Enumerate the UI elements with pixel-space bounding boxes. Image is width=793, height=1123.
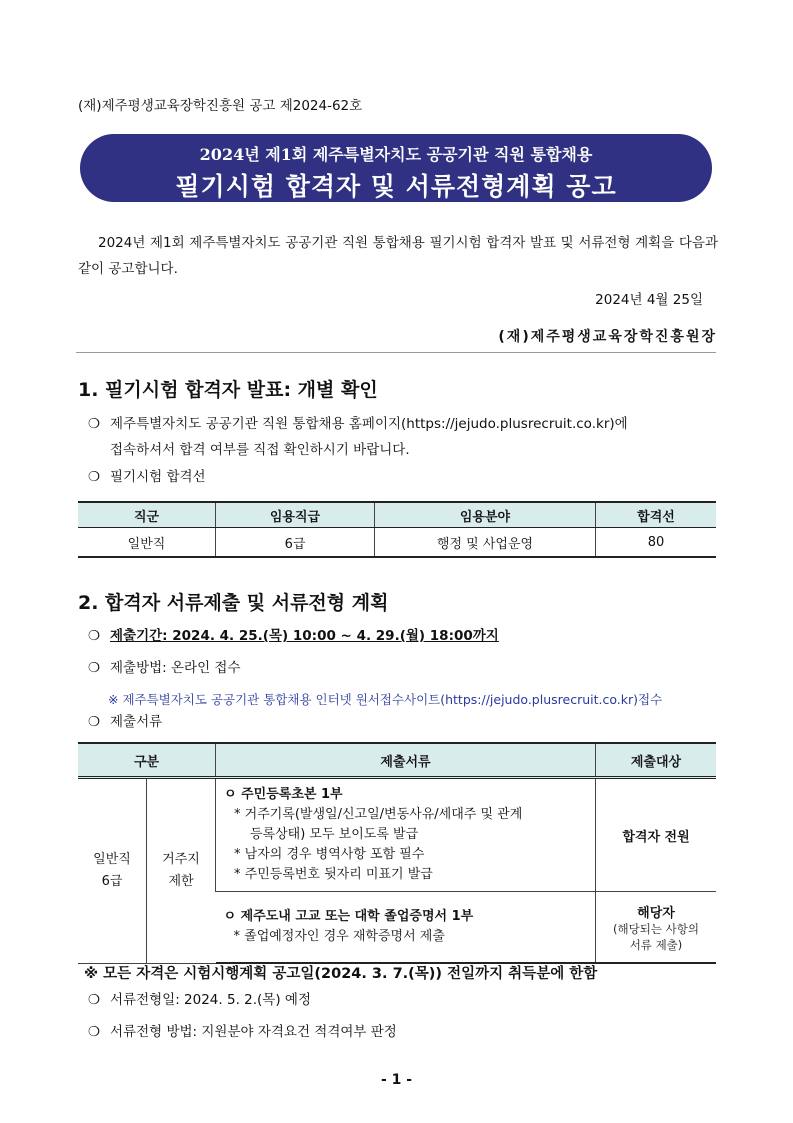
doc1-item1a: * 거주기록(발생일/신고일/변동사유/세대주 및 관계: [234, 807, 523, 822]
announcement-date: 2024년 4월 25일: [595, 292, 703, 308]
period-text: 제출기간: 2024. 4. 25.(목) 10:00 ~ 4. 29.(월) 18:00까지: [110, 628, 499, 644]
section1-bullet2: [88, 464, 206, 490]
col-header: 합격선: [596, 502, 717, 528]
documents-label: [88, 709, 162, 735]
col-header: 제출대상: [596, 743, 717, 778]
table-row: [78, 778, 716, 892]
doc1-title: ㅇ 주민등록초본 1부: [224, 787, 343, 802]
table-row: [78, 528, 716, 558]
grade-line1: 일반직: [93, 851, 131, 867]
banner-title: 필기시험 합격자 및 서류전형계획 공고: [175, 172, 617, 201]
review-date: [88, 987, 311, 1013]
cell-grade: [78, 778, 147, 964]
pass-score-table: [78, 501, 716, 558]
review-method-text: 서류전형 방법: 지원분야 자격요건 적격여부 판정: [110, 1024, 397, 1040]
intro-paragraph: [78, 230, 718, 282]
target2-note-line2: 서류 제출): [629, 937, 683, 952]
qualification-note: ※ 모든 자격은 시험시행계획 공고일(2024. 3. 7.(목)) 전일까지 취득분에 한함: [84, 966, 598, 982]
cell-doc2: [216, 892, 596, 964]
cell-target1: 합격자 전원: [596, 778, 717, 892]
residence-line1: 거주지: [162, 851, 200, 867]
bullet2-text: 필기시험 합격선: [110, 469, 206, 485]
review-date-text: 서류전형일: 2024. 5. 2.(목) 예정: [110, 992, 311, 1008]
residence-line2: 제한: [168, 873, 194, 889]
cell-pass-score: 80: [596, 528, 717, 558]
col-header: 임용분야: [375, 502, 596, 528]
review-method: [88, 1019, 397, 1045]
cell-residence: [147, 778, 216, 964]
cell-field: 행정 및 사업운영: [375, 528, 596, 558]
section2-heading: 2. 합격자 서류제출 및 서류전형 계획: [78, 592, 389, 614]
intro-text: 2024년 제1회 제주특별자치도 공공기관 직원 통합채용 필기시험 합격자 발표 및 서류전형 계획을 다음과 같이 공고합니다.: [78, 235, 718, 277]
table-header-row: [78, 743, 716, 778]
table-header-row: [78, 502, 716, 528]
bullet-icon: ❍: [88, 660, 101, 676]
page-number: - 1 -: [380, 1072, 413, 1088]
doc2-title: ㅇ 제주도내 고교 또는 대학 졸업증명서 1부: [223, 909, 474, 924]
doc1-item1b: 등록상태) 모두 보이도록 발급: [250, 827, 419, 842]
issuer: (재)제주평생교육장학진흥원장: [498, 329, 717, 345]
cell-grade: 6급: [216, 528, 375, 558]
section1-bullet1: [88, 411, 718, 463]
submission-period: [88, 623, 499, 649]
doc1-item2: * 남자의 경우 병역사항 포함 필수: [234, 847, 425, 862]
documents-table: [78, 742, 716, 964]
bullet-icon: ❍: [88, 469, 101, 485]
col-header: 직군: [78, 502, 216, 528]
bullet-icon: ❍: [88, 416, 101, 432]
method-text: 제출방법: 온라인 접수: [110, 660, 241, 676]
grade-line2: 6급: [101, 873, 123, 889]
col-header: 제출서류: [216, 743, 596, 778]
col-header: 구분: [78, 743, 216, 778]
col-header: 임용직급: [216, 502, 375, 528]
bullet-icon: ❍: [88, 992, 101, 1008]
doc1-item3: * 주민등록번호 뒷자리 미표기 발급: [234, 867, 433, 882]
target2-note-line1: (해당되는 사항의: [613, 921, 699, 936]
docs-label-text: 제출서류: [110, 714, 163, 730]
cell-doc1: [216, 778, 596, 892]
method-note: ※ 제주특별자치도 공공기관 통합채용 인터넷 원서접수사이트(https://jejudo.plusrecruit.co.kr)접수: [108, 692, 663, 707]
title-banner: [80, 134, 712, 202]
bullet-icon: ❍: [88, 1024, 101, 1040]
target2-title: 해당자: [637, 905, 675, 921]
cell-target2: [596, 892, 717, 964]
bullet1-line2: 접속하셔서 합격 여부를 직접 확인하시기 바랍니다.: [110, 442, 410, 458]
doc2-item1: * 졸업예정자인 경우 재학증명서 제출: [233, 929, 445, 944]
bullet1-line1: 제주특별자치도 공공기관 직원 통합채용 홈페이지(https://jejudo.plusrecruit.co.kr)에: [110, 416, 628, 432]
submission-method: [88, 655, 241, 681]
notice-number: (재)제주평생교육장학진흥원 공고 제2024-62호: [78, 98, 363, 114]
bullet-icon: ❍: [88, 628, 101, 644]
section1-heading: 1. 필기시험 합격자 발표: 개별 확인: [78, 379, 378, 401]
bullet-icon: ❍: [88, 714, 101, 730]
banner-subtitle: 2024년 제1회 제주특별자치도 공공기관 직원 통합채용: [199, 145, 593, 164]
divider: [76, 352, 716, 353]
cell-job-group: 일반직: [78, 528, 216, 558]
